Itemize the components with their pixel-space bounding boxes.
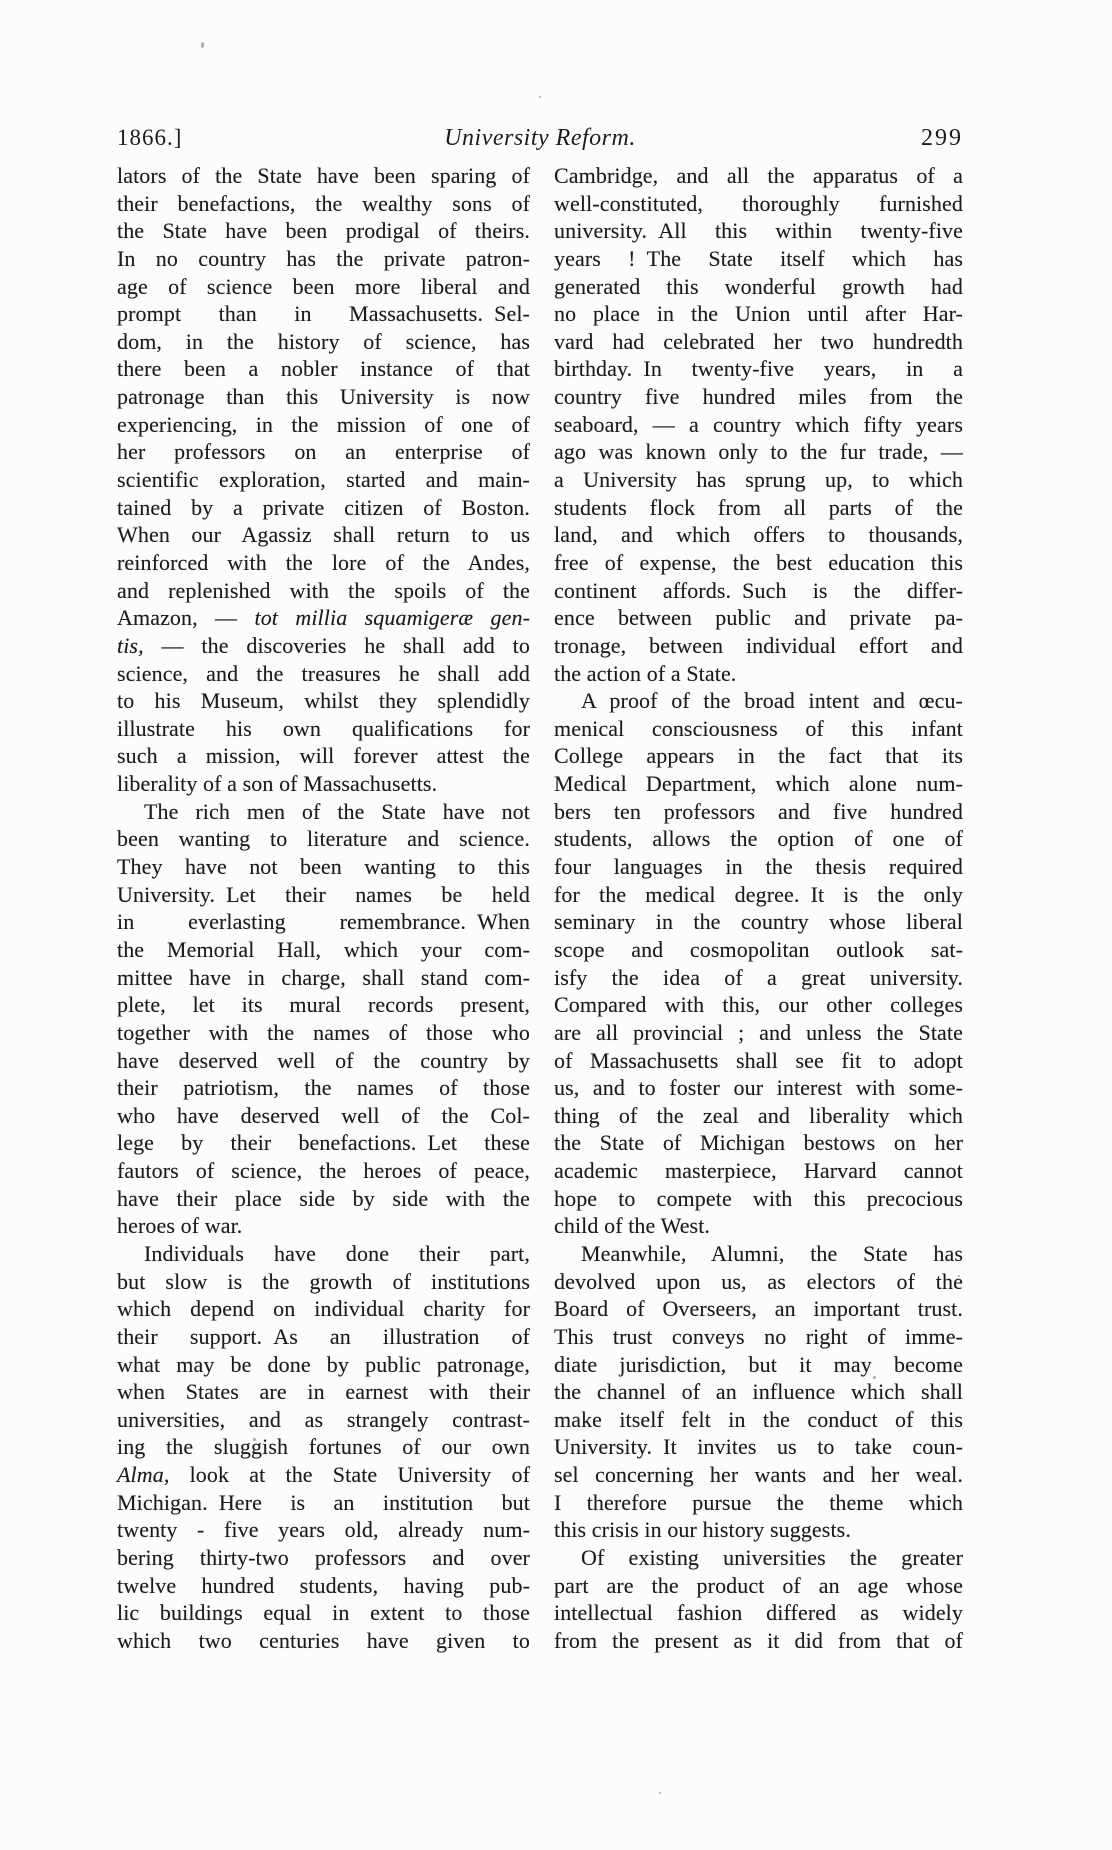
text-segment: The rich men of the State have not xyxy=(144,798,530,824)
text-segment: lators of the State have been sparing of xyxy=(117,163,530,188)
text-line xyxy=(554,632,963,660)
text-segment: have deserved well of the country by xyxy=(117,1047,530,1073)
paragraph xyxy=(554,687,963,1240)
text-segment: have their place side by side with the xyxy=(117,1185,530,1211)
text-line xyxy=(117,521,530,549)
page-header xyxy=(117,122,963,154)
text-segment: age of science been more liberal and xyxy=(117,273,530,299)
text-line xyxy=(554,1102,963,1130)
text-segment: but slow is the growth of institutions xyxy=(117,1268,530,1294)
text-segment: child of the West. xyxy=(554,1213,711,1239)
text-segment: a University has sprung up, to which xyxy=(554,467,963,493)
scan-speck xyxy=(873,1376,876,1379)
text-line xyxy=(554,1406,963,1434)
text-line xyxy=(554,328,963,356)
text-line xyxy=(554,549,963,577)
italic-text: tis, xyxy=(117,632,144,658)
text-segment: seminary in the country whose liberal xyxy=(554,909,963,935)
text-segment: science, and the treasures he shall add xyxy=(117,660,530,686)
text-segment: experiencing, in the mission of one of xyxy=(117,411,530,437)
text-line xyxy=(117,549,530,577)
text-segment: universities, and as strangely contrast- xyxy=(117,1406,530,1432)
text-line xyxy=(554,1378,963,1406)
text-segment: menical consciousness of this infant xyxy=(554,715,963,741)
text-line xyxy=(117,1599,530,1627)
text-line xyxy=(117,908,530,936)
text-line xyxy=(117,438,530,466)
text-segment: their patriotism, the names of those xyxy=(117,1075,530,1101)
text-segment: and replenished with the spoils of the xyxy=(117,577,530,603)
text-line xyxy=(554,162,963,190)
text-line xyxy=(554,577,963,605)
text-segment: Of existing universities the greater xyxy=(581,1545,963,1571)
text-segment: us, and to foster our interest with some- xyxy=(554,1075,963,1101)
text-segment: A proof of the broad intent and œcu- xyxy=(581,688,963,714)
left-column xyxy=(117,162,530,1655)
text-segment: thing of the zeal and liberality which xyxy=(554,1102,963,1128)
text-segment: ence between public and private pa- xyxy=(554,605,963,631)
text-line xyxy=(554,1129,963,1157)
text-line xyxy=(117,1378,530,1406)
text-line xyxy=(554,1323,963,1351)
italic-text: Alma, xyxy=(117,1462,170,1488)
text-segment: hope to compete with this precocious xyxy=(554,1185,963,1211)
text-segment: bering thirty-two professors and over xyxy=(117,1545,530,1571)
text-line xyxy=(554,383,963,411)
text-line xyxy=(554,190,963,218)
text-line xyxy=(554,494,963,522)
text-segment: Meanwhile, Alumni, the State has xyxy=(581,1240,963,1266)
text-line xyxy=(554,1599,963,1627)
scan-speck xyxy=(958,1275,960,1277)
text-segment: They have not been wanting to this xyxy=(117,854,530,880)
text-segment: tained by a private citizen of Boston. xyxy=(117,494,530,520)
text-segment: sel concerning her wants and her weal. xyxy=(554,1462,963,1488)
text-line xyxy=(117,660,530,688)
text-segment: Individuals have done their part, xyxy=(144,1240,530,1266)
text-segment: In no country has the private patron- xyxy=(117,245,530,271)
text-line xyxy=(554,217,963,245)
text-segment: ing the sluggish fortunes of our own xyxy=(117,1434,530,1460)
text-line xyxy=(117,1295,530,1323)
text-line xyxy=(117,1185,530,1213)
text-segment: diate jurisdiction, but it may become xyxy=(554,1351,963,1377)
paragraph xyxy=(554,1240,963,1544)
text-segment: students flock from all parts of the xyxy=(554,494,963,520)
text-segment: dom, in the history of science, has xyxy=(117,328,530,354)
header-page-number: 299 xyxy=(921,125,963,151)
text-segment: this crisis in our history suggests. xyxy=(554,1517,851,1543)
text-segment: intellectual fashion differed as widely xyxy=(554,1600,963,1626)
text-line xyxy=(117,1212,530,1240)
text-segment: academic masterpiece, Harvard cannot xyxy=(554,1158,963,1184)
text-segment: seaboard, — a country which fifty years xyxy=(554,411,963,437)
text-segment: continent affords. Such is the differ- xyxy=(554,577,963,603)
text-line xyxy=(554,991,963,1019)
text-line xyxy=(117,964,530,992)
text-line xyxy=(117,991,530,1019)
text-line xyxy=(117,1572,530,1600)
text-line xyxy=(554,355,963,383)
text-line xyxy=(117,1074,530,1102)
text-segment: generated this wonderful growth had xyxy=(554,273,963,299)
text-line xyxy=(554,798,963,826)
scan-speck xyxy=(201,42,204,48)
text-line xyxy=(554,660,963,688)
text-segment: when States are in earnest with their xyxy=(117,1379,530,1405)
text-segment: twelve hundred students, having pub- xyxy=(117,1572,530,1598)
paragraph xyxy=(554,162,963,687)
text-segment: reinforced with the lore of the Andes, xyxy=(117,549,530,575)
text-segment: from the present as it did from that of xyxy=(554,1627,963,1653)
text-segment: University. It invites us to take coun- xyxy=(554,1434,963,1460)
text-line xyxy=(554,1240,963,1268)
text-line xyxy=(554,881,963,909)
text-segment: College appears in the fact that its xyxy=(554,743,963,769)
text-segment: Michigan. Here is an institution but xyxy=(117,1489,530,1515)
text-segment: been wanting to literature and science. xyxy=(117,826,530,852)
text-line xyxy=(554,300,963,328)
text-line xyxy=(554,1157,963,1185)
text-segment: Board of Overseers, an important trust. xyxy=(554,1296,963,1322)
text-line xyxy=(554,1627,963,1655)
text-segment: which depend on individual charity for xyxy=(117,1296,530,1322)
text-line xyxy=(117,162,530,190)
text-segment: make itself felt in the conduct of this xyxy=(554,1406,963,1432)
text-line xyxy=(554,770,963,798)
text-line xyxy=(117,1433,530,1461)
text-line xyxy=(117,1627,530,1655)
text-segment: the action of a State. xyxy=(554,660,737,686)
text-segment: fautors of science, the heroes of peace, xyxy=(117,1158,530,1184)
text-segment: lege by their benefactions. Let these xyxy=(117,1130,530,1156)
text-line xyxy=(117,494,530,522)
text-line xyxy=(554,273,963,301)
text-line xyxy=(554,1516,963,1544)
text-segment: university. All this within twenty-five xyxy=(554,218,963,244)
text-segment: — the discoveries he shall add to xyxy=(143,632,530,658)
paragraph xyxy=(554,1544,963,1655)
text-line xyxy=(554,521,963,549)
text-segment: twenty - five years old, already num- xyxy=(117,1517,530,1543)
text-line xyxy=(117,687,530,715)
text-segment: bers ten professors and five hundred xyxy=(554,798,963,824)
paragraph xyxy=(117,162,530,798)
text-line xyxy=(117,715,530,743)
text-line xyxy=(117,1516,530,1544)
right-column xyxy=(554,162,963,1655)
text-line xyxy=(554,604,963,632)
paragraph xyxy=(117,798,530,1240)
text-segment: illustrate his own qualifications for xyxy=(117,715,530,741)
text-line xyxy=(554,1212,963,1240)
text-line xyxy=(117,632,530,660)
text-line xyxy=(117,1157,530,1185)
text-line xyxy=(117,1406,530,1434)
text-line xyxy=(554,1019,963,1047)
text-line xyxy=(554,1295,963,1323)
text-segment: country five hundred miles from the xyxy=(554,384,963,410)
text-segment: ago was known only to the fur trade, — xyxy=(554,439,963,465)
text-line xyxy=(117,1268,530,1296)
text-segment: there been a nobler instance of that xyxy=(117,356,530,382)
text-line xyxy=(117,825,530,853)
paragraph xyxy=(117,1240,530,1655)
text-line xyxy=(117,355,530,383)
text-segment: scientific exploration, started and main- xyxy=(117,467,530,493)
text-segment: no place in the Union until after Har- xyxy=(554,301,963,327)
text-segment: land, and which offers to thousands, xyxy=(554,522,963,548)
text-line xyxy=(117,217,530,245)
text-line xyxy=(554,1489,963,1517)
text-segment: together with the names of those who xyxy=(117,1019,530,1045)
text-segment: for the medical degree. It is the only xyxy=(554,881,963,907)
text-line xyxy=(117,604,530,632)
text-segment: scope and cosmopolitan outlook sat- xyxy=(554,936,963,962)
text-segment: mittee have in charge, shall stand com- xyxy=(117,964,530,990)
text-segment: four languages in the thesis required xyxy=(554,854,963,880)
text-line xyxy=(554,1351,963,1379)
text-segment: part are the product of an age whose xyxy=(554,1572,963,1598)
text-segment: her professors on an enterprise of xyxy=(117,439,530,465)
text-line xyxy=(117,383,530,411)
text-segment: are all provincial ; and unless the State xyxy=(554,1019,963,1045)
text-segment: who have deserved well of the Col- xyxy=(117,1102,530,1128)
text-line xyxy=(117,328,530,356)
text-segment: heroes of war. xyxy=(117,1213,243,1239)
text-line xyxy=(117,466,530,494)
text-line xyxy=(554,1047,963,1075)
text-segment: Medical Department, which alone num- xyxy=(554,771,963,797)
text-line xyxy=(554,1074,963,1102)
text-segment: the State have been prodigal of theirs. xyxy=(117,218,530,244)
text-segment: tronage, between individual effort and xyxy=(554,632,963,658)
text-line xyxy=(554,466,963,494)
text-line xyxy=(554,411,963,439)
text-segment: birthday. In twenty-five years, in a xyxy=(554,356,963,382)
text-line xyxy=(554,1268,963,1296)
scan-speck xyxy=(253,1438,256,1441)
text-segment: what may be done by public patronage, xyxy=(117,1351,530,1377)
text-segment: which two centuries have given to xyxy=(117,1627,530,1653)
text-line xyxy=(117,1102,530,1130)
text-line xyxy=(554,1572,963,1600)
text-line xyxy=(554,908,963,936)
text-line xyxy=(554,1185,963,1213)
text-segment: vard had celebrated her two hundredth xyxy=(554,328,963,354)
text-segment: I therefore pursue the theme which xyxy=(554,1489,963,1515)
text-segment: Cambridge, and all the apparatus of a xyxy=(554,163,963,188)
text-segment: well-constituted, thoroughly furnished xyxy=(554,190,963,216)
text-line xyxy=(554,1433,963,1461)
text-segment: prompt than in Massachusetts. Sel- xyxy=(117,301,530,327)
text-line xyxy=(554,687,963,715)
italic-text: tot millia squamigeræ gen- xyxy=(254,605,530,631)
text-line xyxy=(117,936,530,964)
text-segment: lic buildings equal in extent to those xyxy=(117,1600,530,1626)
text-line xyxy=(117,273,530,301)
text-segment: patronage than this University is now xyxy=(117,384,530,410)
text-segment: Compared with this, our other colleges xyxy=(554,992,963,1018)
text-segment: free of expense, the best education this xyxy=(554,549,963,575)
text-line xyxy=(117,1323,530,1351)
text-segment: devolved upon us, as electors of the xyxy=(554,1268,963,1294)
text-line xyxy=(117,1047,530,1075)
text-line xyxy=(554,742,963,770)
text-line xyxy=(117,1019,530,1047)
text-line xyxy=(117,853,530,881)
text-segment: the Memorial Hall, which your com- xyxy=(117,936,530,962)
text-line xyxy=(117,411,530,439)
text-segment: look at the State University of xyxy=(169,1462,530,1488)
text-line xyxy=(117,742,530,770)
text-line xyxy=(554,245,963,273)
text-segment: years ! The State itself which has xyxy=(554,245,963,271)
text-segment: the State of Michigan bestows on her xyxy=(554,1130,963,1156)
text-segment: liberality of a son of Massachusetts. xyxy=(117,771,438,797)
text-line xyxy=(554,964,963,992)
text-line xyxy=(117,245,530,273)
text-segment: such a mission, will forever attest the xyxy=(117,743,530,769)
text-segment: their benefactions, the wealthy sons of xyxy=(117,190,530,216)
scan-speck xyxy=(539,96,541,98)
text-segment: isfy the idea of a great university. xyxy=(554,964,963,990)
text-segment: When our Agassiz shall return to us xyxy=(117,522,530,548)
text-line xyxy=(117,1129,530,1157)
text-line xyxy=(554,1544,963,1572)
text-segment: This trust conveys no right of imme- xyxy=(554,1323,963,1349)
text-line xyxy=(117,1351,530,1379)
scan-speck xyxy=(659,1792,661,1794)
text-line xyxy=(117,190,530,218)
text-line xyxy=(117,1544,530,1572)
text-line xyxy=(554,936,963,964)
text-line xyxy=(554,825,963,853)
text-segment: of Massachusetts shall see fit to adopt xyxy=(554,1047,963,1073)
text-line xyxy=(554,1461,963,1489)
text-line xyxy=(117,798,530,826)
text-line xyxy=(554,438,963,466)
text-segment: the channel of an influence which shall xyxy=(554,1379,963,1405)
text-line xyxy=(117,300,530,328)
text-segment: plete, let its mural records present, xyxy=(117,992,530,1018)
text-line xyxy=(117,1489,530,1517)
text-line xyxy=(117,577,530,605)
text-line xyxy=(117,770,530,798)
text-segment: to his Museum, whilst they splendidly xyxy=(117,688,530,714)
text-line xyxy=(554,853,963,881)
text-line xyxy=(117,881,530,909)
text-segment: Amazon, — xyxy=(117,605,255,631)
header-running-title: University Reform. xyxy=(444,125,636,151)
text-line xyxy=(117,1461,530,1489)
text-line xyxy=(554,715,963,743)
text-segment: students, allows the option of one of xyxy=(554,826,963,852)
text-line xyxy=(117,1240,530,1268)
text-segment: in everlasting remembrance. When xyxy=(117,909,530,935)
text-segment: their support. As an illustration of xyxy=(117,1323,530,1349)
text-segment: University. Let their names be held xyxy=(117,881,530,907)
header-year: 1866.] xyxy=(117,125,183,150)
